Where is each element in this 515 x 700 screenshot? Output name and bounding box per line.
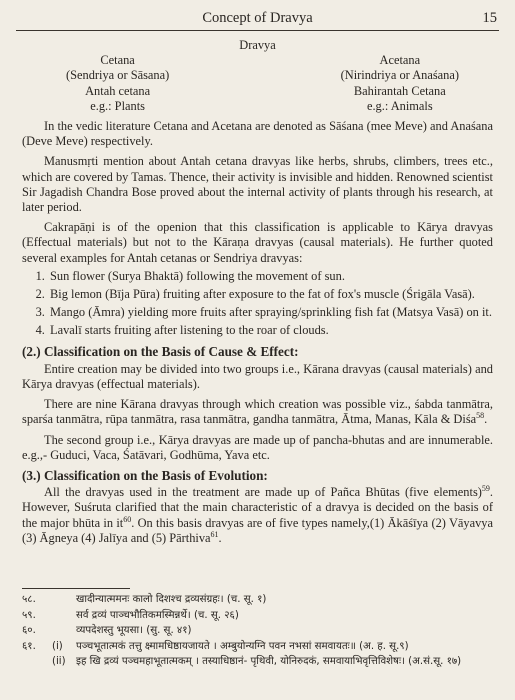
list-item: 1. Sun flower (Surya Bhaktā) following the movement of sun.: [48, 269, 493, 284]
acetana-column: [341, 53, 459, 114]
paragraph: Manusmṛti mention about Antah cetana dravyas like herbs, shrubs, climbers, trees etc., which are covered by Tamas. Thence, their activity is invisible and hidden. Renowned scientist Sir Jagadish Chandra Bose proved about the internal activity of plants through his research, at later period.: [22, 154, 493, 215]
footnotes: [22, 592, 503, 670]
footnote: ६१. (i) पञ्चभूतात्मकं तत्तु क्ष्मामधिष्ठायजायते । अम्बुयोन्यग्नि पवन नभसां समवायतः॥ (अ. ह. सू.९): [22, 640, 409, 652]
section-heading: (2.) Classification on the Basis of Cause & Effect:: [22, 343, 299, 359]
section-heading: (3.) Classification on the Basis of Evolution:: [22, 468, 268, 484]
cetana-column: [66, 53, 169, 114]
paragraph: All the dravyas used in the treatment are made up of Pañca Bhūtas (five elements)$^{59}$. However, Suśruta clarified that the main characteristic of a dravya is decided on the basis of the major bhūta in $it^{60}$. On this basis dravyas are of five types namely,(1) Ākāśīya (2) Vāyavya (3) Āgneya (4) Jalīya and (5) Pārthiva$^{61}$.: [22, 484, 493, 545]
page-number: 15: [482, 10, 497, 26]
list-item: 3. Mango (Āmra) yielding more fruits after spraying/sprinkling fish fat (Matsya Vasā) on it.: [48, 305, 493, 320]
paragraph-text: There are nine Kārana dravyas through which creation was possible viz., śabda tanmātra, sparśa tanmātra, rūpa tanmātra, rasa tanmātra, gandha tanmātra, Ātma, Manas, Kāla & Diśa: [22, 397, 493, 427]
running-header: [16, 8, 499, 31]
acetana-synonym: (Nirindriya or Anaśana): [340, 68, 459, 83]
cetana-example: e.g.: Plants: [90, 98, 145, 113]
paragraph: There are nine Kārana dravyas through which creation was possible viz., śabda tanmātra, sparśa tanmātra, rūpa tanmātra, rasa tanmātra, gandha tanmātra, Ātma, Manas, Kāla & Diśa$^{58}$.: [22, 397, 493, 427]
list-item: 2. Big lemon (Bīja Pūra) fruiting after exposure to the fat of fox's muscle (Śrigāla Vasā).: [48, 287, 493, 302]
main-text: [22, 38, 493, 546]
paragraph: The second group i.e., Kārya dravyas are made up of pancha-bhutas and are innumerable. e.g.,- Guduci, Vaca, Śatāvari, Godhūma, Yava etc.: [22, 432, 493, 462]
cetana-type: Antah cetana: [85, 83, 151, 98]
paragraph: Cakrapāṇi is of the openion that this classification is applicable to Kārya dravyas (Effectual materials) but not to the Kāraṇa dravyas (causal materials). He further quoted several examples for Antah cetanas or Sendriya dravyas:: [22, 220, 493, 265]
footnote-divider: [22, 588, 130, 589]
cetana-label: Cetana: [100, 53, 135, 68]
acetana-example: e.g.: Animals: [366, 98, 433, 113]
paragraph: Entire creation may be divided into two groups i.e., Kārana dravyas (causal materials) and Kārya dravyas (effectual materials).: [22, 361, 493, 392]
cetana-synonym: (Sendriya or Sāsana): [66, 68, 170, 83]
footnote-ref: 60: [123, 514, 132, 524]
footnote-ref: 58: [476, 411, 485, 421]
acetana-type: Bahirantah Cetana: [353, 83, 446, 98]
footnote: ६०. व्यपदेशस्तु भूयसा। (सु. सू. ४१): [22, 625, 192, 636]
footnote: ५९. सर्व द्रव्यं पाञ्चभौतिकमस्मिन्नर्थे। (च. सू. २६): [22, 609, 239, 621]
acetana-label: Acetana: [379, 53, 421, 68]
list-item: 4. Lavalī starts fruiting after listening to the roar of clouds.: [48, 323, 493, 338]
footnote-ref: 59: [481, 484, 490, 494]
running-title: Concept of Dravya: [202, 10, 313, 26]
examples-list: [22, 269, 493, 339]
paragraph: In the vedic literature Cetana and Acetana are denoted as Sāśana (mee Meve) and Anaśana (Deve Meve) respectively.: [22, 119, 493, 149]
footnote-ref: 61: [210, 529, 219, 539]
footnote: ५८. खादीन्यात्ममनः कालो दिशश्च द्रव्यसंग्रहः। (च. सू. १): [22, 594, 267, 605]
classification-diagram: [66, 53, 459, 114]
diagram-title: Dravya: [239, 38, 276, 52]
footnote: (ii) इह खि द्रव्यं पञ्चमहाभूतात्मकम् । तस्याधिष्ठानं- पृथिवी, योनिरुदकं, समवायाभिवृत्तिविशेषः। (अ.सं.सू. १७): [52, 656, 462, 667]
